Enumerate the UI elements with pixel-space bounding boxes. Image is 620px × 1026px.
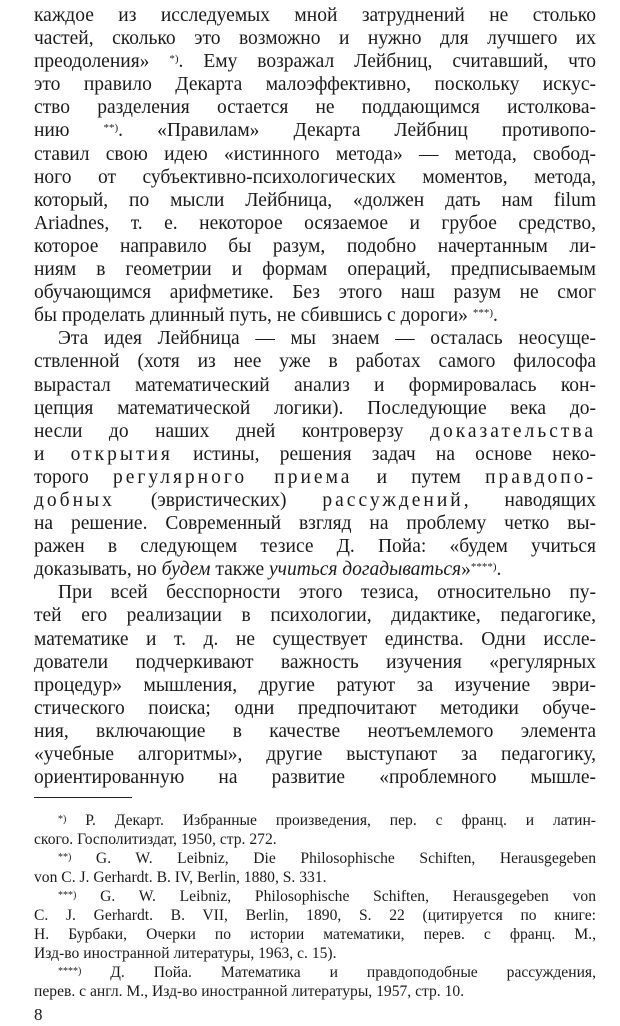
text-segment: G. W. Leibniz, Philosophische Schiften, Herausgegeben von [76, 888, 596, 905]
text-segment: . [492, 305, 498, 327]
text-segment: ниям в геометрии и формам операций, предписываемым [34, 259, 596, 281]
text-line [34, 235, 596, 258]
footnote-divider [34, 797, 132, 798]
page-number: 8 [34, 1005, 43, 1024]
text-segment: тей его реализации в психологии, дидактике, педагогике, [34, 605, 596, 627]
footnote-marker: ****) [470, 561, 497, 574]
text-line [34, 4, 596, 27]
text-segment: , наводящих [463, 489, 596, 511]
text-segment: торого [34, 466, 113, 488]
spaced-emphasis: и открытия [34, 443, 173, 465]
text-segment: (эвристических) [114, 489, 323, 511]
text-segment: частей, сколько это возможно и нужно для лучшего их [34, 28, 596, 50]
text-line [34, 166, 596, 189]
text-line [34, 535, 596, 558]
spaced-emphasis: регулярного приема [112, 466, 353, 488]
text-segment: Н. Бурбаки, Очерки по истории математики, перев. с франц. М., [34, 926, 596, 943]
text-line [34, 766, 596, 789]
text-line [34, 581, 596, 604]
footnote-line [34, 925, 596, 944]
text-segment: преодоления» [34, 51, 170, 73]
text-line [34, 73, 596, 96]
text-line [34, 304, 596, 327]
text-line [34, 720, 596, 743]
text-line [34, 628, 596, 651]
spaced-emphasis: доказательства [430, 420, 596, 442]
text-line [34, 27, 596, 50]
spaced-emphasis: добных [34, 489, 115, 511]
text-line [34, 512, 596, 535]
footnote-marker: *) [58, 814, 67, 825]
footnote-line [34, 849, 596, 868]
footnote-marker: **) [58, 852, 72, 863]
footnote-line [34, 963, 596, 982]
italic-emphasis: учиться догадываться [269, 559, 462, 581]
text-line [34, 212, 596, 235]
text-segment: Д. Пойа. Математика и правдоподобные рассуждения, [81, 964, 596, 981]
text-segment: ского. Госполитиздат, 1950, стр. 272. [34, 831, 277, 848]
text-segment: цепция математической логики). Последующие века до- [34, 397, 596, 419]
footnote-line [34, 868, 596, 887]
text-segment: G. W. Leibniz, Die Philosophische Schiften, Herausgegeben [71, 850, 596, 867]
text-segment: Ariadnes, т. е. некоторое осязаемое и грубое средство, [34, 212, 596, 234]
text-line [34, 119, 596, 142]
text-segment: на решение. Современный взгляд на проблему четко вы- [34, 513, 596, 535]
text-segment: ориентированную на развитие «проблемного мышле- [34, 767, 596, 789]
text-segment: математике и т. д. не существует единства. Одни иссле- [34, 628, 596, 650]
text-segment: ражен в следующем тезисе Д. Пойа: «будем учиться [34, 536, 596, 558]
text-segment: и путем [352, 466, 486, 488]
text-segment: также [210, 559, 270, 581]
text-line [34, 374, 596, 397]
text-line [34, 397, 596, 420]
text-segment: При всей бесспорности этого тезиса, относительно пу- [58, 582, 596, 604]
text-line [34, 143, 596, 166]
text-line [34, 420, 596, 443]
text-segment: это правило Декарта малоэффективно, поскольку искус- [34, 74, 596, 96]
text-line [34, 96, 596, 119]
text-line [34, 489, 596, 512]
body-text [34, 4, 596, 789]
text-segment: C. J. Gerhardt. B. VII, Berlin, 1890, S. 22 (цитируется по книге: [34, 907, 596, 924]
text-segment: доказывать, но [34, 559, 162, 581]
footnote-marker: ***) [58, 890, 77, 901]
italic-emphasis: будем [161, 559, 211, 581]
text-segment: которое направило бы разум, подобно начертанным ли- [34, 235, 596, 257]
text-segment: каждое из исследуемых мной затруднений не столько [34, 5, 596, 26]
text-segment: процедур» мышления, другие ратуют за изучение эври- [34, 674, 596, 696]
text-segment: Эта идея Лейбница — мы знаем — осталась неосуще- [58, 328, 596, 350]
text-segment: истины, решения задач на основе неко- [172, 443, 596, 465]
text-line [34, 258, 596, 281]
text-line [34, 281, 596, 304]
text-segment: . [496, 559, 502, 581]
footnote-marker: ***) [472, 307, 493, 320]
spaced-emphasis: рассуждений [322, 489, 464, 511]
text-segment: который, по мысли Лейбница, «должен дать нам filum [34, 189, 596, 211]
text-line [34, 350, 596, 373]
text-line [34, 651, 596, 674]
footnote-line [34, 982, 596, 1001]
text-line [34, 189, 596, 212]
text-line [34, 604, 596, 627]
text-line [34, 697, 596, 720]
footnote-line [34, 811, 596, 830]
footnote-line [34, 906, 596, 925]
text-segment: . Ему возражал Лейбниц, считавший, что [178, 51, 596, 73]
footnotes [34, 811, 596, 1001]
text-segment: дователи подчеркивают важность изучения «регулярных [34, 651, 596, 673]
text-line [34, 466, 596, 489]
text-segment: ного от субъективно-психологических моментов, метода, [34, 166, 596, 188]
text-line [34, 50, 596, 73]
footnote-marker: **) [103, 122, 119, 135]
text-segment: стического поиска; одни предпочитают методики обуче- [34, 697, 596, 719]
text-line [34, 558, 596, 581]
footnote-marker: ****) [58, 966, 82, 977]
text-segment: » [461, 559, 471, 581]
text-segment: нию [34, 120, 104, 142]
text-segment: «учебные алгоритмы», другие выступают за педагогику, [34, 744, 596, 765]
text-segment: Р. Декарт. Избранные произведения, пер. с франц. и латин- [66, 812, 596, 829]
text-segment: обучающимся арифметике. Без этого наш разум не смог [34, 282, 596, 304]
text-segment: . «Правилам» Декарта Лейбниц противопо- [118, 120, 596, 142]
text-segment: Изд-во иностранной литературы, 1963, с. 15). [34, 945, 337, 962]
text-segment: ство разделения остается не поддающимся истолкова- [34, 97, 596, 119]
text-segment: ствленной (хотя из нее уже в работах самого философа [34, 351, 596, 373]
text-line [34, 327, 596, 350]
text-segment: бы проделать длинный путь, не сбившись с дороги» [34, 305, 473, 327]
footnote-line [34, 887, 596, 906]
text-segment: несли до наших дней контроверзу [34, 420, 431, 442]
footnote-line [34, 944, 596, 963]
text-segment: ния, включающие в качестве неотъемлемого элемента [34, 720, 596, 742]
footnote-line [34, 830, 596, 849]
text-line [34, 674, 596, 697]
text-segment: вырастал математический анализ и формировалась кон- [34, 374, 596, 396]
text-segment: перев. с англ. М., Изд-во иностранной литературы, 1957, стр. 10. [34, 983, 465, 1000]
text-line [34, 443, 596, 466]
text-segment: von C. J. Gerhardt. B. IV, Berlin, 1880, S. 331. [34, 869, 327, 886]
spaced-emphasis: правдопо- [485, 466, 596, 488]
text-segment: ставил свою идею «истинного метода» — метода, свобод- [34, 143, 596, 165]
footnote-marker: *) [169, 53, 179, 66]
text-line [34, 743, 596, 766]
